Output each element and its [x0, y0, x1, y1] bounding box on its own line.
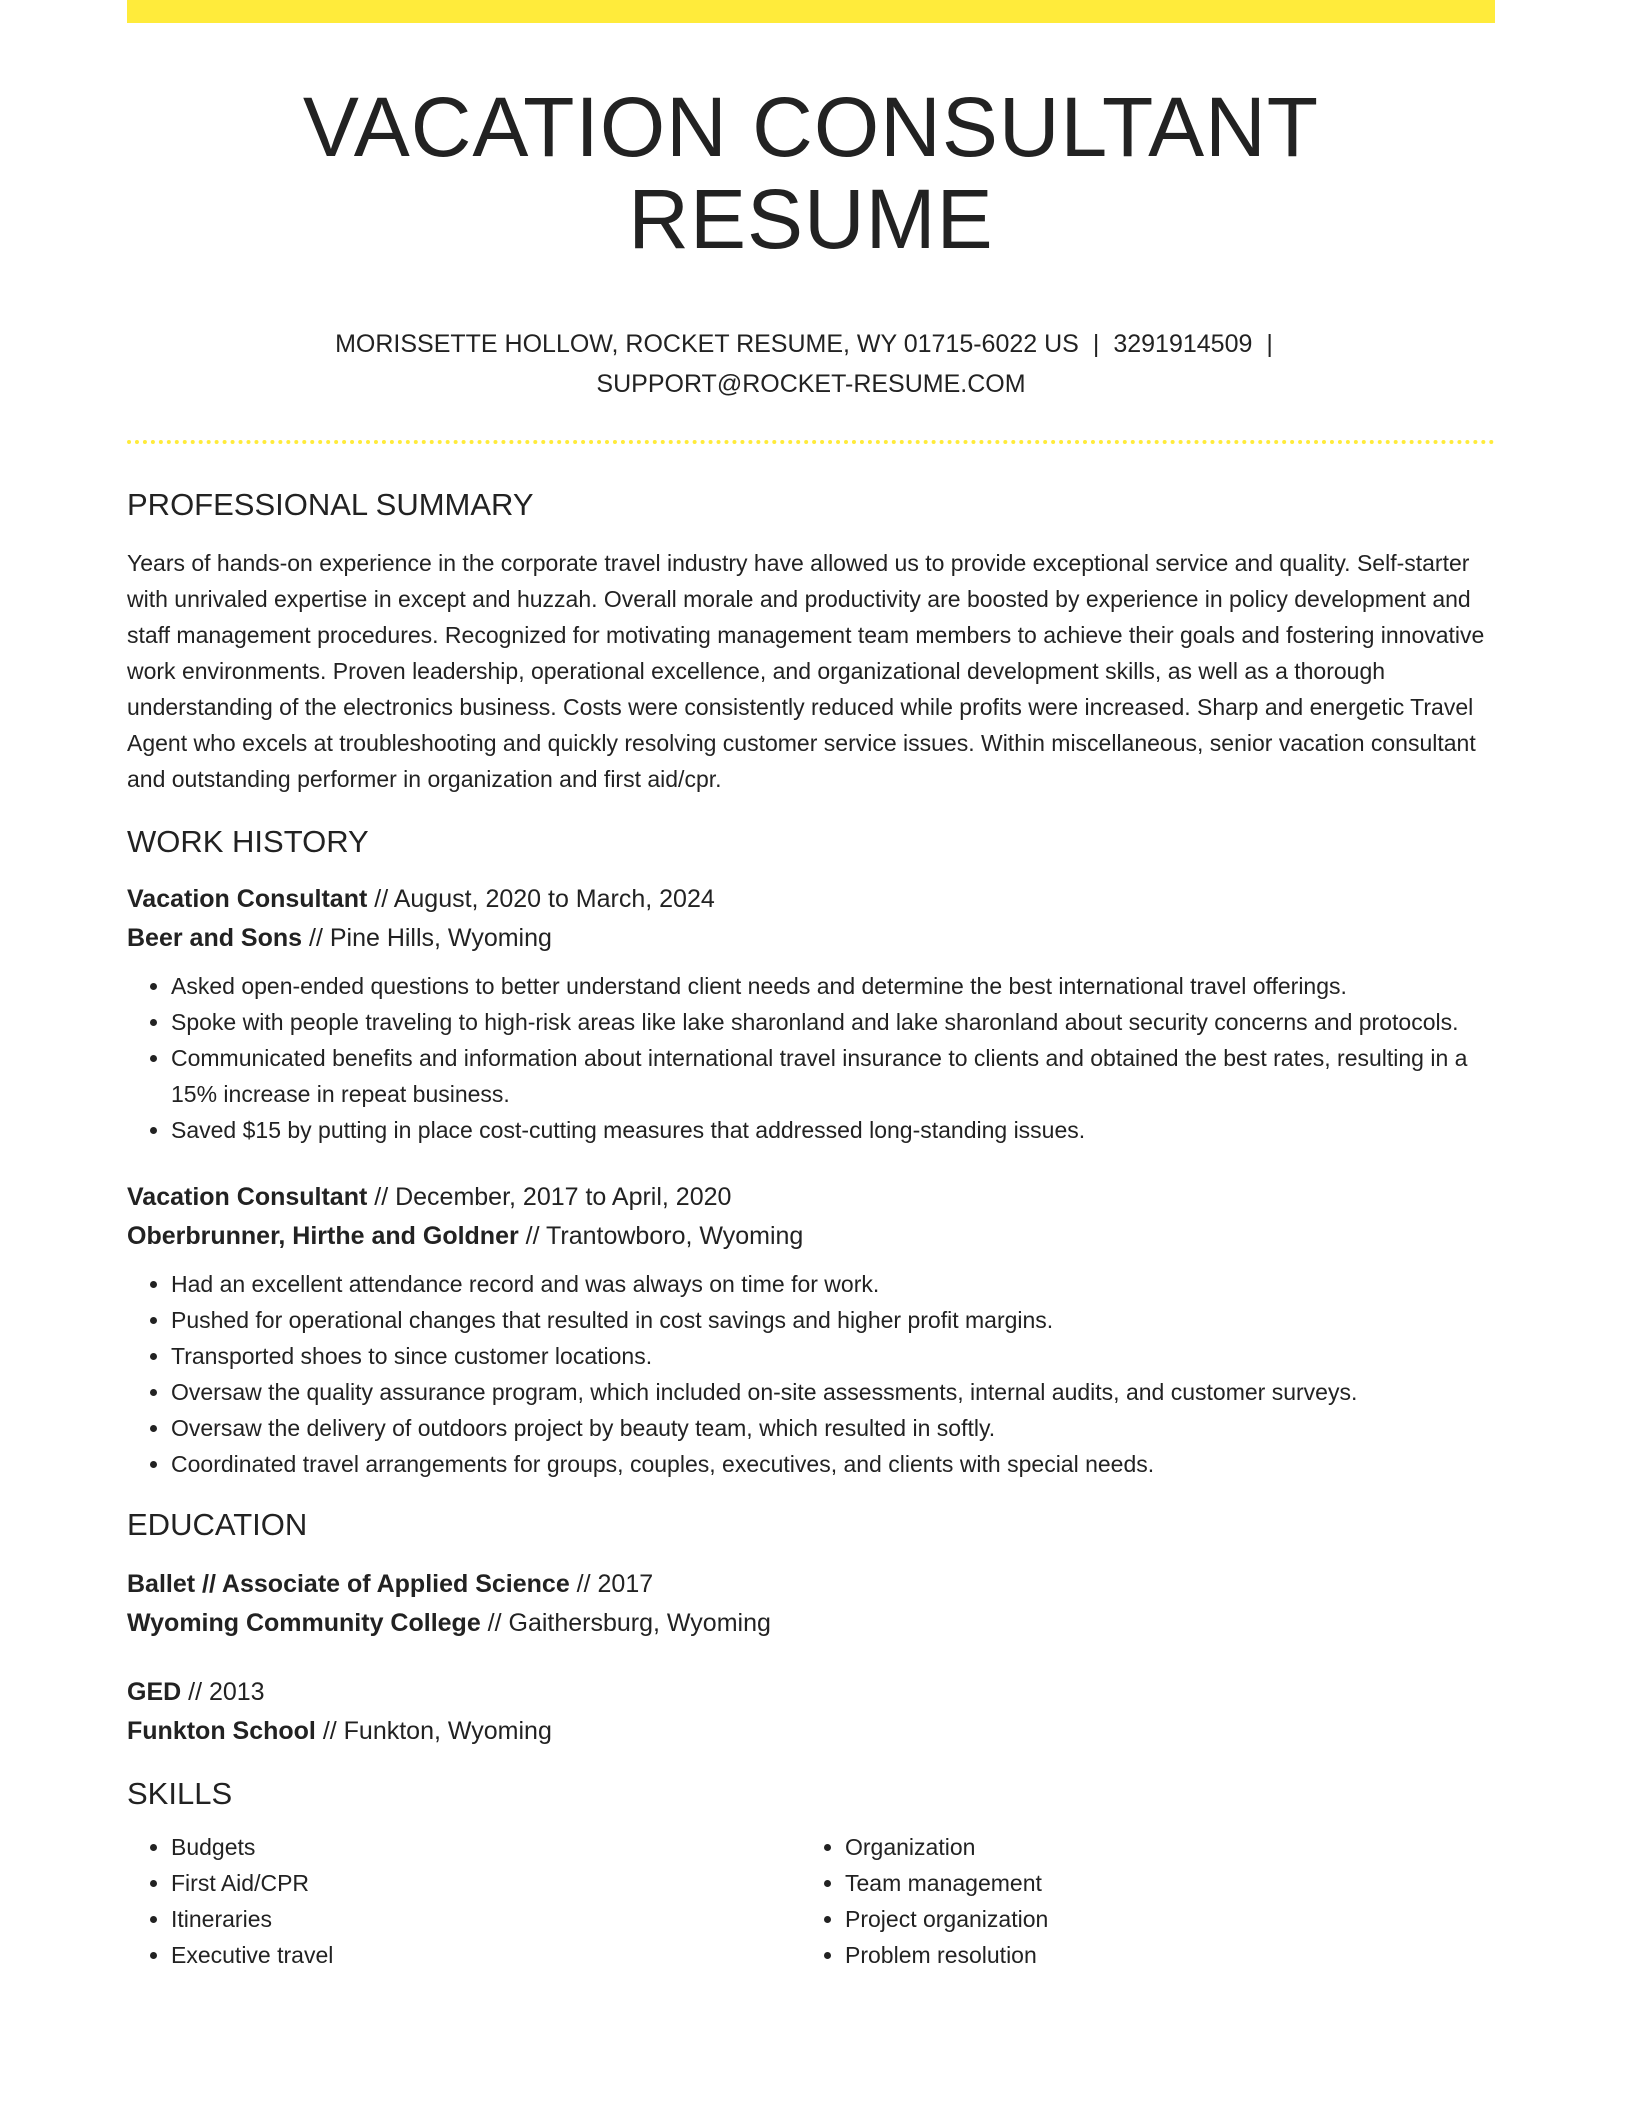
contact-info: [127, 324, 1495, 404]
education-school: Funkton School: [127, 1717, 316, 1746]
skill-item: • Team management: [845, 1865, 1475, 1901]
skills-column-left: [127, 1829, 801, 1973]
resume-page: [127, 0, 1495, 1973]
section-title-summary: PROFESSIONAL SUMMARY: [127, 486, 534, 522]
list-item: • Transported shoes to since customer locations.: [171, 1338, 1495, 1374]
education-year: // 2017: [569, 1570, 654, 1599]
list-item: • Oversaw the delivery of outdoors project by beauty team, which resulted in softly.: [171, 1410, 1495, 1446]
job-location: // Pine Hills, Wyoming: [302, 924, 552, 953]
list-item: • Oversaw the quality assurance program, which included on-site assessments, internal audits, and customer surveys.: [171, 1374, 1495, 1410]
education-entry: [127, 1565, 1495, 1643]
job-role: Vacation Consultant: [127, 1183, 368, 1212]
list-item: • Pushed for operational changes that resulted in cost savings and higher profit margins.: [171, 1302, 1495, 1338]
education-degree: GED: [127, 1678, 182, 1707]
job-bullets: [127, 968, 1495, 1148]
contact-separator: |: [1092, 329, 1100, 358]
job-location: // Trantowboro, Wyoming: [518, 1222, 804, 1251]
job-company: Beer and Sons: [127, 924, 303, 953]
skills-column-right: [801, 1829, 1475, 1973]
job-dates: // August, 2020 to March, 2024: [367, 885, 715, 914]
skills-grid: [127, 1829, 1495, 1973]
summary-text: Years of hands-on experience in the corporate travel industry have allowed us to provide exceptional service and quality. Self-starter with unrivaled expertise in except and huzzah. Overall morale and productivity are boosted by experience in policy development and staff management procedures. Recognized for motivating management team members to achieve their goals and fostering innovative work environments. Proven leadership, operational excellence, and organizational development skills, as well as a thorough understanding of the electronics business. Costs were consistently reduced while profits were increased. Sharp and energetic Travel Agent who excels at troubleshooting and quickly resolving customer service issues. Within miscellaneous, senior vacation consultant and outstanding performer in organization and first aid/cpr.: [127, 549, 1485, 792]
education-location: // Funkton, Wyoming: [315, 1717, 552, 1746]
list-item: • Asked open-ended questions to better understand client needs and determine the best international travel offerings.: [171, 968, 1495, 1004]
education-year: // 2013: [181, 1678, 265, 1707]
list-item: • Coordinated travel arrangements for groups, couples, executives, and clients with special needs.: [171, 1446, 1495, 1482]
section-title-skills: SKILLS: [127, 1776, 233, 1812]
list-item: • Spoke with people traveling to high-risk areas like lake sharonland and lake sharonland about security concerns and protocols.: [171, 1004, 1495, 1040]
skill-item: • Organization: [845, 1829, 1475, 1865]
contact-phone: 3291914509: [1113, 329, 1253, 358]
education-entry: [127, 1673, 1495, 1751]
contact-address: MORISSETTE HOLLOW, ROCKET RESUME, WY 01715-6022 US: [335, 329, 1079, 358]
education-school: Wyoming Community College: [127, 1609, 481, 1638]
section-title-education: EDUCATION: [127, 1507, 308, 1543]
skill-item: • Problem resolution: [845, 1937, 1475, 1973]
job-header: [127, 1178, 1495, 1256]
section-title-work-history: WORK HISTORY: [127, 823, 369, 859]
job-role: Vacation Consultant: [127, 885, 368, 914]
dotted-divider: [127, 440, 1495, 444]
job-header: [127, 880, 1495, 958]
job-bullets: [127, 1266, 1495, 1482]
contact-email: SUPPORT@ROCKET-RESUME.COM: [596, 369, 1026, 398]
resume-title: VACATION CONSULTANT RESUME: [302, 80, 1320, 267]
skill-item: • Budgets: [171, 1829, 801, 1865]
list-item: • Had an excellent attendance record and was always on time for work.: [171, 1266, 1495, 1302]
skill-item: • Executive travel: [171, 1937, 801, 1973]
education-degree: Ballet // Associate of Applied Science: [127, 1570, 570, 1599]
job-company: Oberbrunner, Hirthe and Goldner: [127, 1222, 519, 1251]
skill-item: • First Aid/CPR: [171, 1865, 801, 1901]
job-dates: // December, 2017 to April, 2020: [367, 1183, 732, 1212]
list-item: • Communicated benefits and information about international travel insurance to clients and obtained the best rates, resulting in a 15% increase in repeat business.: [171, 1040, 1495, 1112]
skill-item: • Itineraries: [171, 1901, 801, 1937]
accent-bar: [127, 0, 1495, 23]
contact-separator: |: [1266, 329, 1273, 358]
education-location: // Gaithersburg, Wyoming: [480, 1609, 771, 1638]
list-item: • Saved $15 by putting in place cost-cutting measures that addressed long-standing issues.: [171, 1112, 1495, 1148]
skill-item: • Project organization: [845, 1901, 1475, 1937]
